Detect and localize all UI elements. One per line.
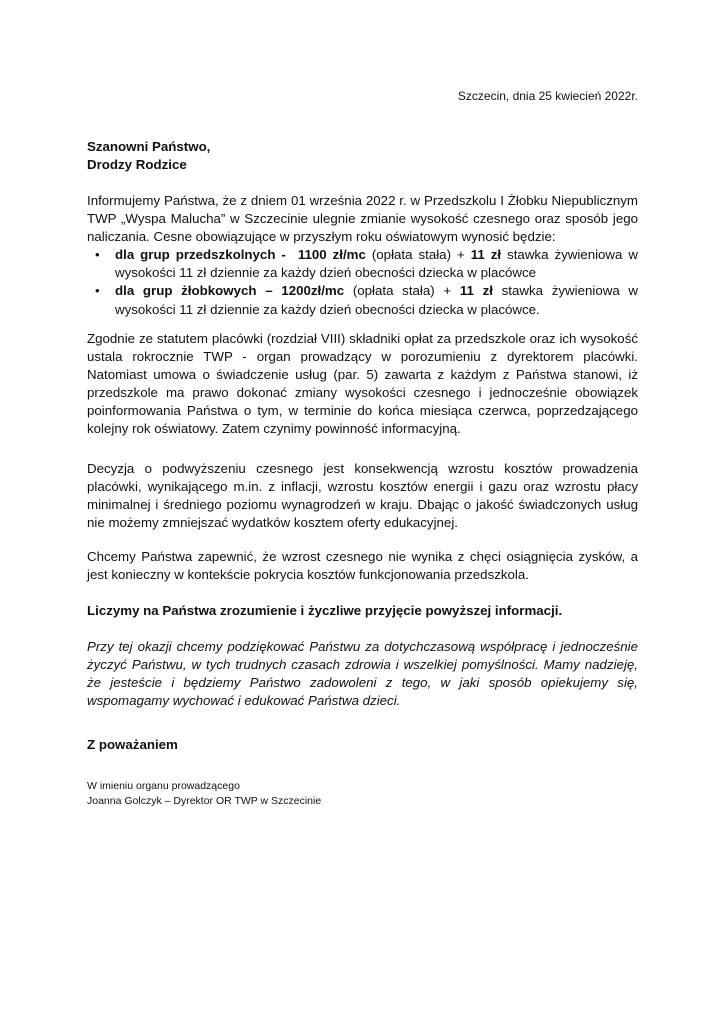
thanks-paragraph: Przy tej okazji chcemy podziękować Państwu za dotychczasową współpracę i jednocześnie życzyć Państwu, w tych trudnych czasach zdrowia i wszelkiej pomyślności. Mamy nadzieję, że jesteście i będziemy Państwo zadowoleni z tego, w jaki sposób opiekujemy się, wspomagamy wychować i edukować Państwa dzieci. xyxy=(87,639,638,709)
date-line: Szczecin, dnia 25 kwiecień 2022r. xyxy=(457,89,638,103)
fee-amount: 1100 zł/mc xyxy=(297,247,366,263)
fee-group-label: dla grup żłobkowych – xyxy=(115,283,273,299)
closing-line: Z poważaniem xyxy=(87,737,178,752)
fee-rest: stawka żywieniowa w wysokości 11 zł dziennie za każdy dzień obecności dziecka w placówce. xyxy=(115,283,639,317)
intro-paragraph: Informujemy Państwa, że z dniem 01 września 2022 r. w Przedszkolu I Żłobku Niepublicznym TWP „Wyspa Malucha” w Szczecinie ulegnie zmianie wysokość czesnego oraz sposób jego naliczania. Cesne obowiązujące w przyszłym roku oświatowym wynosić będzie: xyxy=(87,193,638,245)
bullet-icon: • xyxy=(95,283,100,299)
fee-fixed-note: (opłata stała) + xyxy=(344,283,460,299)
fee-food-amount: 11 zł xyxy=(470,247,502,263)
fee-rest: stawka żywieniowa w wysokości 11 zł dziennie za każdy dzień obecności dziecka w placówce xyxy=(115,247,639,281)
assurance-paragraph: Chcemy Państwa zapewnić, że wzrost czesnego nie wynika z chęci osiągnięcia zysków, a jest konieczny w kontekście pokrycia kosztów funkcjonowania przedszkola. xyxy=(87,549,638,583)
intro-section xyxy=(87,192,638,319)
thanks-section xyxy=(87,638,638,710)
fee-item-preschool xyxy=(87,246,638,282)
reason-paragraph: Decyzja o podwyższeniu czesnego jest konsekwencją wzrostu kosztów prowadzenia placówki, wynikającego m.in. z inflacji, wzrostu kosztów energii i gazu oraz wzrostu płacy minimalnej i średniego poziomu wynagrodzeń w kraju. Dbając o jakość świadczonych usług nie możemy zmniejszać wydatków kosztem oferty edukacyjnej. xyxy=(87,461,638,531)
signature-line-1: W imieniu organu prowadzącego xyxy=(87,780,240,792)
fee-amount: 1200zł/mc xyxy=(281,283,345,299)
fee-item-nursery xyxy=(87,282,638,318)
salutation-line-2: Drodzy Rodzice xyxy=(87,157,187,172)
signature-block xyxy=(87,779,321,809)
salutation xyxy=(87,138,210,174)
reason-section xyxy=(87,460,638,532)
fee-food-amount: 11 zł xyxy=(459,283,493,299)
statute-section xyxy=(87,330,638,439)
salutation-line-1: Szanowni Państwo, xyxy=(87,139,211,154)
fee-group-label: dla grup przedszkolnych - xyxy=(115,247,286,263)
request-paragraph: Liczymy na Państwa zrozumienie i życzliwe przyjęcie powyższej informacji. xyxy=(87,603,563,618)
assurance-section xyxy=(87,548,638,584)
fee-list xyxy=(87,246,638,318)
bullet-icon: • xyxy=(95,247,100,263)
fee-fixed-note: (opłata stała) + xyxy=(365,247,471,263)
statute-paragraph: Zgodnie ze statutem placówki (rozdział VIII) składniki opłat za przedszkole oraz ich wysokość ustala rokrocznie TWP - organ prowadzący w porozumieniu z dyrektorem placówki. Natomiast umowa o świadczenie usług (par. 5) zawarta z każdym z Państwa stanowi, iż przedszkole ma prawo dokonać zmiany wysokości czesnego i jednocześnie obowiązek poinformowania Państwa o tym, w terminie do końca miesiąca czerwca, poprzedzającego kolejny rok oświatowy. Zatem czynimy powinność informacyjną. xyxy=(87,331,638,437)
signature-line-2: Joanna Golczyk – Dyrektor OR TWP w Szczecinie xyxy=(87,795,322,807)
